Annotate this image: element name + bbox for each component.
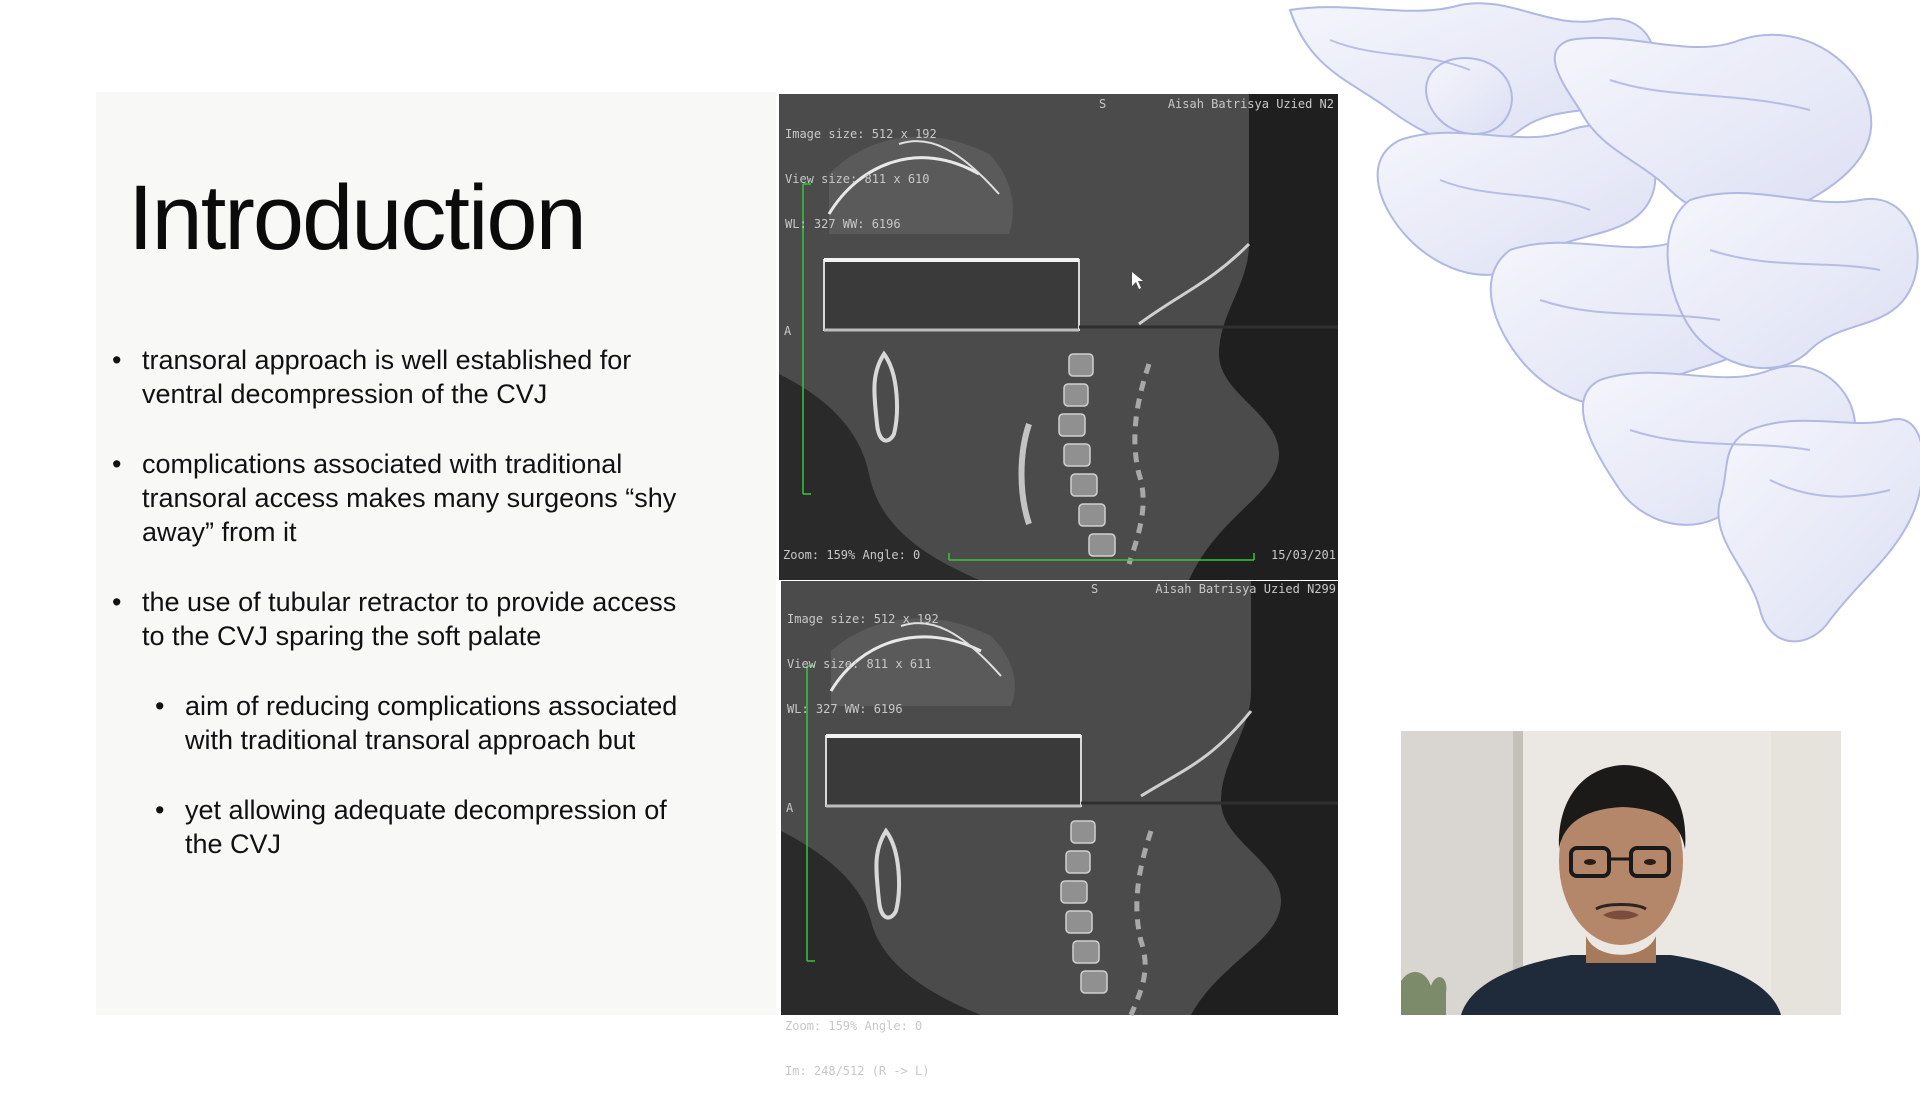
vertebrae-illustration [1270, 0, 1920, 660]
ct-info-bottom-left [785, 989, 930, 1109]
slide-title: Introduction [128, 167, 585, 269]
ct-image-index: Im: 248/512 (R -> L) [785, 1064, 930, 1078]
ct-image-size: Image size: 512 x 192 [787, 612, 939, 626]
ct-scan-bottom [781, 581, 1338, 1078]
ct-image-size: Image size: 512 x 192 [785, 127, 937, 141]
ct-info-top-left [785, 97, 937, 262]
bullet-item: • transoral approach is well established for ventral decompression of the CVJ [112, 343, 702, 411]
ct-orientation-left: A [784, 324, 792, 338]
ct-orientation-top: S [1099, 97, 1107, 111]
ct-zoom: Zoom: 159% Angle: 0 [783, 548, 921, 562]
ct-window-level: WL: 327 WW: 6196 [785, 217, 901, 231]
sub-bullet-item: • yet allowing adequate decompression of the CVJ [112, 793, 702, 861]
ct-view-size: View size: 811 x 610 [785, 172, 930, 186]
bullet-list [112, 343, 702, 897]
sub-bullet-item: • aim of reducing complications associated with traditional transoral approach but [112, 689, 702, 757]
ct-zoom: Zoom: 159% Angle: 0 [785, 1019, 923, 1033]
presenter-video-frame [1401, 731, 1841, 1015]
ct-date: 15/03/201 [1270, 548, 1336, 562]
ct-scan-top [779, 94, 1338, 580]
ct-orientation-left: A [786, 801, 794, 815]
ct-patient-name: Aisah Batrisya Uzied N299 [1155, 582, 1336, 596]
ct-patient-name: Aisah Batrisya Uzied N2 [1167, 97, 1334, 111]
ct-info-top-left [787, 582, 939, 747]
ct-window-level: WL: 327 WW: 6196 [787, 702, 903, 716]
ct-view-size: View size: 811 x 611 [787, 657, 932, 671]
bullet-item: • complications associated with traditional transoral access makes many surgeons “shy away” from it [112, 447, 702, 549]
bullet-item: • the use of tubular retractor to provide access to the CVJ sparing the soft palate [112, 585, 702, 653]
ct-orientation-top: S [1091, 582, 1099, 596]
presenter-webcam [1401, 731, 1841, 1015]
